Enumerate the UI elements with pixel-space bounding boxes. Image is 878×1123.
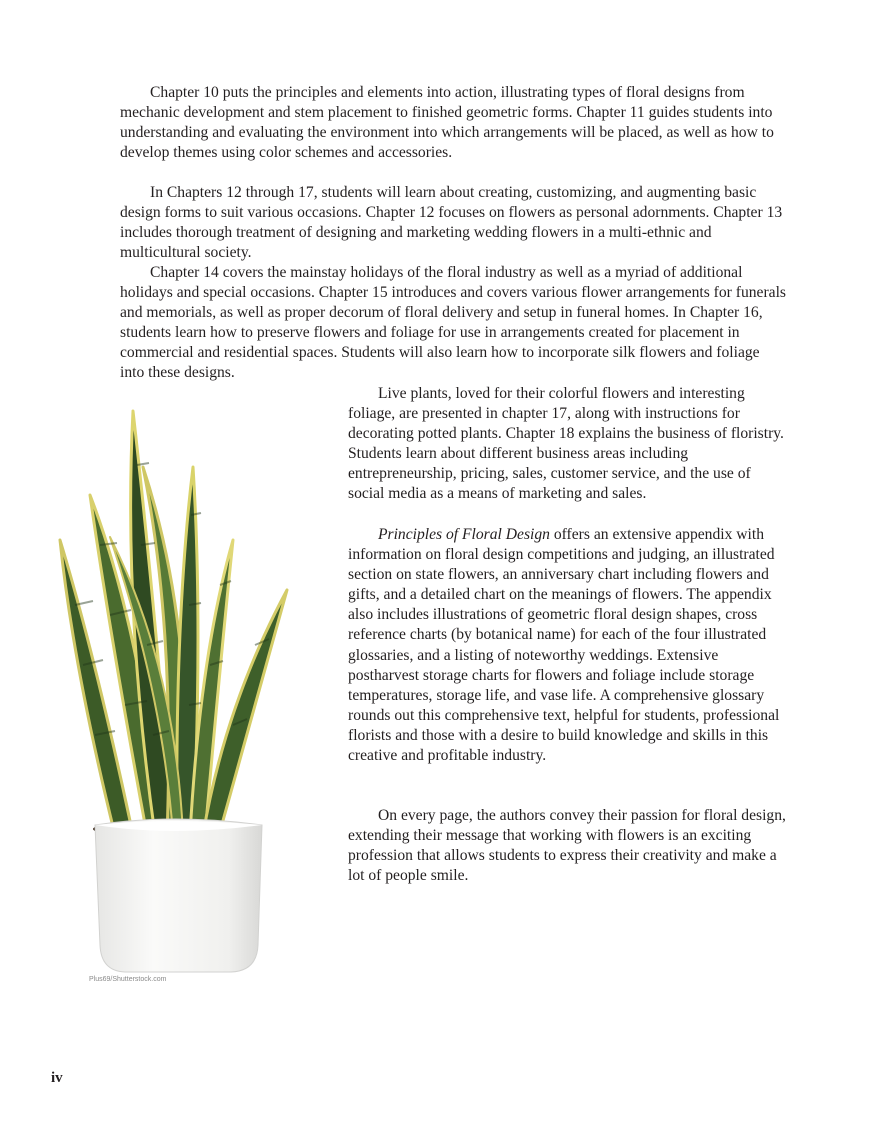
body-paragraph-chapter-10: Chapter 10 puts the principles and elements into action, illustrating types of floral designs from mechanic development and stem placement to finished geometric forms. Chapter 11 guides students into understanding and evaluating the environment into which arrangements will be placed, as well as how to develop themes using color schemes and accessories. bbox=[120, 84, 774, 162]
white-pot bbox=[95, 819, 262, 972]
snake-plant-image bbox=[55, 405, 300, 975]
body-paragraph-closing: On every page, the authors convey their passion for floral design, extending their message that working with flowers is an exciting profession that allows students to express their creativity and make a lot of people smile. bbox=[348, 807, 786, 885]
body-paragraph-live-plants: Live plants, loved for their colorful flowers and interesting foliage, are presented in chapter 17, along with instructions for decorating potted plants. Chapter 18 explains the business of floristry. Students learn about different business areas including entrepreneurship, pricing, sales, customer service, and the use of social media as a means of marketing and sales. bbox=[348, 385, 784, 503]
snake-plant-leaves bbox=[60, 411, 287, 835]
image-credit: Plus69/Shutterstock.com bbox=[89, 976, 167, 983]
appendix-text: offers an extensive appendix with information on floral design competitions and judging, an illustrated section on state flowers, an anniversary chart including flowers and gifts, and a detailed chart on the meanings of flowers. The appendix also includes illustrations of geometric floral design shapes, cross reference charts (by botanical name) for each of the four illustrated glossaries, and a listing of noteworthy weddings. Extensive postharvest storage charts for flowers and foliage include storage temperatures, storage life, and vase life. A comprehensive glossary rounds out this comprehensive text, helpful for students, professional florists and those with a desire to build knowledge and skills in this creative and profitable industry. bbox=[348, 526, 780, 765]
body-paragraph-chapters-12-17: In Chapters 12 through 17, students will learn about creating, customizing, and augmenting basic design forms to suit various occasions. Chapter 12 focuses on flowers as personal adornments. Chapter 13 includes thorough treatment of designing and marketing wedding flowers in a multi-ethnic and multicultural society. bbox=[120, 184, 783, 262]
page-number: iv bbox=[51, 1070, 63, 1086]
body-paragraph-appendix bbox=[348, 525, 788, 766]
body-paragraph-chapter-14: Chapter 14 covers the mainstay holidays of the floral industry as well as a myriad of additional holidays and special occasions. Chapter 15 introduces and covers various flower arrangements for funerals and memorials, as well as proper decorum of floral delivery and setup in funeral homes. In Chapter 16, students learn how to preserve flowers and foliage for use in arrangements created for placement in commercial and residential spaces. Students will also learn how to incorporate silk flowers and foliage into these designs. bbox=[120, 264, 786, 382]
book-title: Principles of Floral Design bbox=[378, 526, 550, 543]
